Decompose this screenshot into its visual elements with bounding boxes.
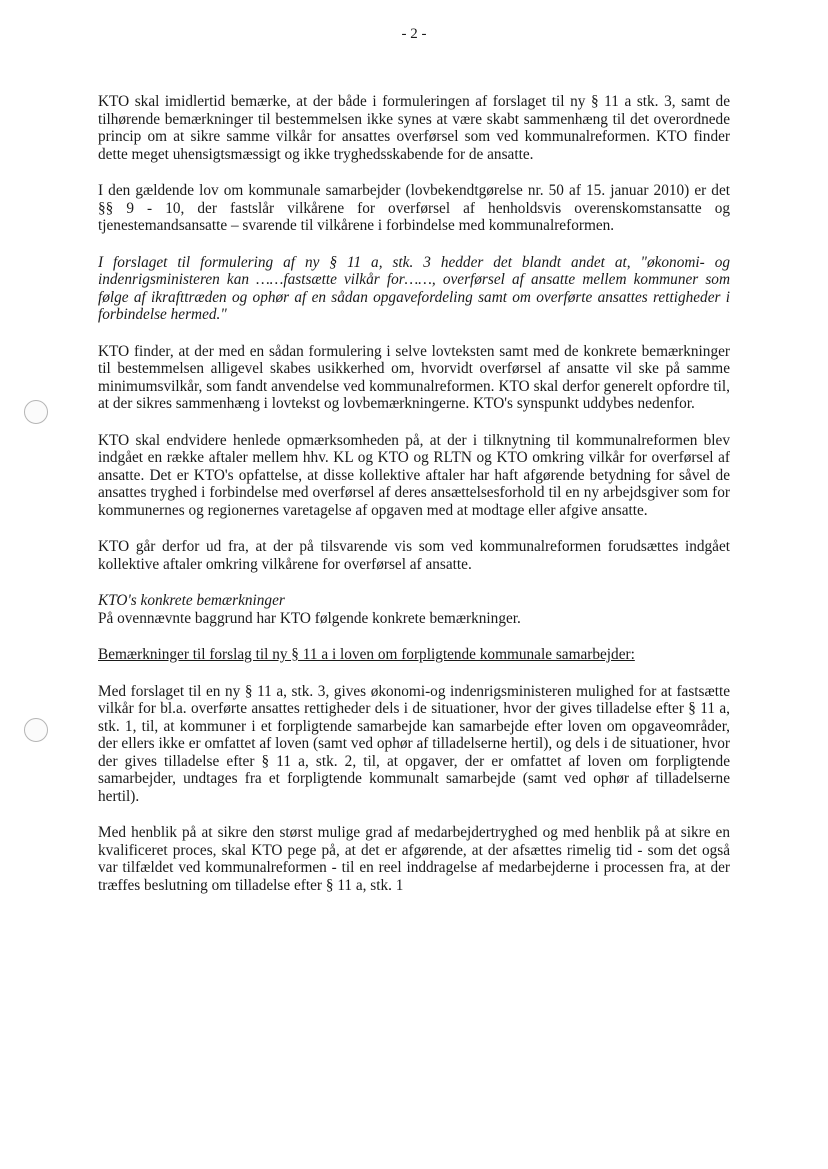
punch-hole-bottom [24, 718, 48, 742]
section-title: Bemærkninger til forslag til ny § 11 a i loven om forpligtende kommunale samarbejder: [98, 646, 635, 663]
paragraph-3-quote: I forslaget til formulering af ny § 11 a, stk. 3 hedder det blandt andet at, "økonomi- og indenrigsministeren kan ……fastsætte vilkår for……, overførsel af ansatte mellem kommuner som følge af ikrafttræden og ophør af en sådan opgavefordeling samt om overførte ansattes rettigheder i forbindelse hermed." [98, 253, 730, 323]
subheading-text: På ovennævnte baggrund har KTO følgende konkrete bemærkninger. [98, 609, 521, 627]
section-paragraph-2: Med henblik på at sikre den størst mulige grad af medarbejdertryghed og med henblik på at sikre en kvalificeret proces, skal KTO pege på, at det er afgørende, at der afsættes rimelig tid - som det også var tilfældet ved kommunalreformen - til en reel inddragelse af medarbejderne i processen fra, at der træffes beslutning om tilladelse efter § 11 a, stk. 1 [98, 824, 730, 894]
subheading: KTO's konkrete bemærkninger [98, 592, 285, 609]
paragraph-6: KTO går derfor ud fra, at der på tilsvarende vis som ved kommunalreformen forudsættes indgået kollektive aftaler omkring vilkårene for overførsel af ansatte. [98, 538, 730, 573]
section-paragraph-1: Med forslaget til en ny § 11 a, stk. 3, gives økonomi-og indenrigsministeren mulighed for at fastsætte vilkår for bl.a. overførte ansattes rettigheder dels i de situationer, hvor der gives tilladelse efter § 11 a, stk. 1, til, at kommuner i et forpligtende samarbejde kan samarbejde efter loven om opgaveområder, der ellers ikke er omfattet af loven (samt ved ophør af tilladelserne hertil), og dels i de situationer, hvor der gives tilladelse efter § 11 a, stk. 2, til, at opgaver, der er omfattet af loven om forpligtende samarbejder, undtages fra et forpligtende kommunalt samarbejde (samt ved ophør af tilladelserne hertil). [98, 682, 730, 805]
paragraph-1: KTO skal imidlertid bemærke, at der både i formuleringen af forslaget til ny § 11 a stk. 3, samt de tilhørende bemærkninger til bestemmelsen ikke synes at være skabt sammenhæng til det overordnede princip om at sikre samme vilkår for ansattes overførsel som ved kommunalreformen. KTO finder dette meget uhensigtsmæssigt og ikke tryghedsskabende for de ansatte. [98, 93, 730, 163]
punch-hole-top [24, 400, 48, 424]
page-number: - 2 - [401, 26, 427, 42]
paragraph-4: KTO finder, at der med en sådan formulering i selve lovteksten samt med de konkrete bemærkninger til bestemmelsen alligevel skabes usikkerhed om, hvorvidt overførsel af ansatte vil ske på samme minimumsvilkår, som fandt anvendelse ved kommunalreformen. KTO skal derfor generelt opfordre til, at der sikres sammenhæng i lovtekst og lovbemærkningerne. KTO's synspunkt uddybes nedenfor. [98, 342, 730, 412]
paragraph-2: I den gældende lov om kommunale samarbejder (lovbekendtgørelse nr. 50 af 15. januar 2010) er det §§ 9 - 10, der fastslår vilkårene for overførsel af henholdsvis overenskomstansatte og tjenestemandsansatte – svarende til vilkårene i forbindelse med kommunalreformen. [98, 182, 730, 234]
document-body [98, 93, 730, 913]
paragraph-5: KTO skal endvidere henlede opmærksomheden på, at der i tilknytning til kommunalreformen blev indgået en række aftaler mellem hhv. KL og KTO og RLTN og KTO omkring vilkår for overførsel af ansatte. Det er KTO's opfattelse, at disse kollektive aftaler har haft afgørende betydning for såvel de ansattes tryghed i forbindelse med overførsel af deres ansættelsesforhold til en ny arbejdsgiver som for kommunernes og regionernes varetagelse af opgaven med at modtage eller afgive ansatte. [98, 431, 730, 519]
